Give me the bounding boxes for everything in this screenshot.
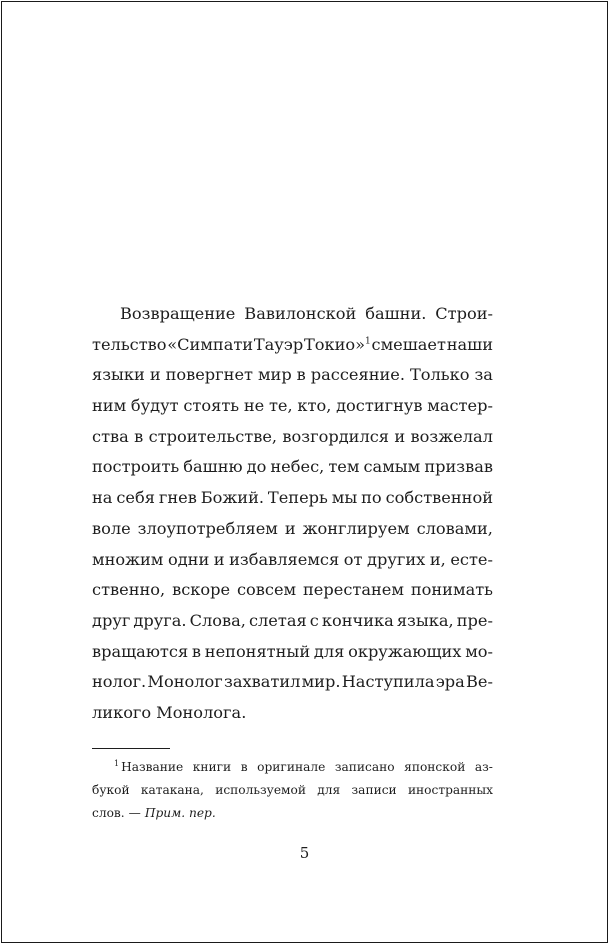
word: эра bbox=[435, 672, 465, 692]
word: Ве- bbox=[466, 672, 493, 692]
word: Только bbox=[409, 365, 470, 385]
word: по bbox=[361, 488, 382, 508]
word: перестанем bbox=[303, 580, 404, 600]
paragraph-line bbox=[92, 545, 493, 576]
word: «Симпати bbox=[167, 334, 254, 354]
paragraph-line bbox=[92, 360, 493, 391]
word: Теперь bbox=[267, 488, 328, 508]
word: мир. bbox=[301, 672, 341, 692]
word: тельство bbox=[92, 334, 167, 354]
word: ственно, bbox=[92, 580, 166, 600]
word: Токио»$^1$ bbox=[303, 334, 371, 354]
footnote-line bbox=[92, 756, 493, 779]
word: самым bbox=[363, 457, 421, 477]
paragraph-line bbox=[92, 698, 493, 729]
word: Наступила bbox=[341, 672, 435, 692]
word: в bbox=[296, 365, 306, 385]
word: не bbox=[243, 396, 265, 416]
word: рассеяние. bbox=[310, 365, 406, 385]
paragraph-line bbox=[92, 330, 493, 361]
paragraph-line bbox=[92, 299, 493, 330]
word: Монолог bbox=[147, 672, 223, 692]
word: смешает bbox=[371, 334, 446, 354]
paragraph-line bbox=[92, 452, 493, 483]
word: языка, bbox=[396, 610, 454, 630]
word: те, bbox=[268, 396, 293, 416]
word: Строи- bbox=[435, 304, 493, 323]
word: и bbox=[284, 518, 296, 538]
paragraph-line bbox=[92, 514, 493, 545]
word: в bbox=[191, 641, 202, 661]
word: злоупотребляем bbox=[137, 518, 278, 538]
word: от bbox=[343, 549, 363, 569]
footnote-word: $^1$ Название bbox=[114, 758, 184, 774]
word: мастер- bbox=[427, 396, 493, 416]
word: других bbox=[367, 549, 426, 569]
word: множим bbox=[92, 549, 164, 569]
word: кто, bbox=[297, 396, 332, 416]
footnote-word: оригинале bbox=[257, 760, 326, 774]
paragraph-line bbox=[92, 606, 493, 637]
paragraph-line bbox=[92, 422, 493, 453]
footnote-line bbox=[92, 802, 493, 825]
footnote-word: используемой bbox=[215, 783, 306, 797]
word: башню bbox=[183, 457, 243, 477]
word: одни bbox=[167, 549, 210, 569]
word: Божий. bbox=[200, 488, 265, 508]
footnote-word: в bbox=[240, 760, 248, 774]
footnote-word: книги bbox=[192, 760, 232, 774]
word: нолог. bbox=[92, 672, 147, 692]
word: вскоре bbox=[172, 580, 231, 600]
word: и bbox=[149, 365, 161, 385]
word: ства bbox=[92, 426, 129, 446]
book-page bbox=[1, 1, 608, 943]
word: пре- bbox=[456, 610, 493, 630]
word: будут bbox=[130, 396, 179, 416]
footnote-word: записи bbox=[351, 783, 397, 797]
word: строительстве, bbox=[148, 426, 278, 446]
page-number: 5 bbox=[299, 844, 310, 862]
word: друг bbox=[92, 610, 131, 630]
word: и, bbox=[429, 549, 446, 569]
word: возжелал bbox=[410, 426, 493, 446]
word: языки bbox=[92, 365, 145, 385]
word: гнев bbox=[158, 488, 197, 508]
word: непонятный bbox=[204, 641, 311, 661]
word: на bbox=[92, 488, 113, 508]
word: вращаются bbox=[92, 641, 189, 661]
footnote-reference: 1 bbox=[365, 336, 371, 347]
word: воле bbox=[92, 518, 131, 538]
word: друга. bbox=[133, 610, 187, 630]
word: мы bbox=[331, 488, 358, 508]
footnote-word: катакана, bbox=[140, 783, 204, 797]
footnote-word: японской bbox=[404, 760, 466, 774]
word: жонглируем bbox=[302, 518, 410, 538]
footnote-word: аз- bbox=[474, 760, 493, 774]
word: словами, bbox=[416, 518, 493, 538]
footnote-word: записано bbox=[334, 760, 395, 774]
word: Монолога. bbox=[156, 702, 247, 722]
footnote-word: для bbox=[317, 783, 341, 797]
word: собственной bbox=[385, 488, 493, 508]
word: небес, bbox=[270, 457, 325, 477]
word: захватил bbox=[223, 672, 301, 692]
footnote bbox=[92, 756, 493, 825]
footnote-word: — bbox=[128, 806, 141, 820]
word: окружающих bbox=[348, 641, 462, 661]
word: стоять bbox=[183, 396, 240, 416]
word: призвав bbox=[424, 457, 493, 477]
word: Слова, bbox=[189, 610, 246, 630]
word: мо- bbox=[465, 641, 493, 661]
footnote-word: иностранных bbox=[407, 783, 493, 797]
word: кончика bbox=[321, 610, 394, 630]
word: избавляемся bbox=[229, 549, 340, 569]
word: в bbox=[134, 426, 144, 446]
footnote-word: слов. bbox=[92, 806, 125, 820]
paragraph-line bbox=[92, 575, 493, 606]
footnote-number: 1 bbox=[114, 758, 120, 768]
word: достигнув bbox=[336, 396, 423, 416]
word: тем bbox=[328, 457, 360, 477]
paragraph-line bbox=[92, 637, 493, 668]
main-paragraph bbox=[92, 299, 493, 729]
word: и bbox=[394, 426, 406, 446]
word: Тауэр bbox=[253, 334, 304, 354]
word: ним bbox=[92, 396, 127, 416]
word: возгордился bbox=[282, 426, 390, 446]
word: слетая bbox=[248, 610, 307, 630]
word: башни. bbox=[365, 304, 427, 323]
word: и bbox=[213, 549, 225, 569]
footnote-line bbox=[92, 779, 493, 802]
word: Возвращение bbox=[120, 304, 236, 323]
word: Вавилонской bbox=[244, 304, 357, 323]
word: за bbox=[474, 365, 493, 385]
word: себя bbox=[116, 488, 155, 508]
footnote-divider bbox=[92, 748, 170, 749]
footnote-word: букой bbox=[92, 783, 130, 797]
word: повергнет bbox=[165, 365, 253, 385]
word: совсем bbox=[236, 580, 297, 600]
translator-note: Прим. пер. bbox=[144, 806, 216, 820]
word: с bbox=[309, 610, 319, 630]
word: для bbox=[313, 641, 345, 661]
word: построить bbox=[92, 457, 180, 477]
word: мир bbox=[257, 365, 292, 385]
word: до bbox=[246, 457, 267, 477]
paragraph-line bbox=[92, 391, 493, 422]
word: понимать bbox=[410, 580, 493, 600]
word: ликого bbox=[92, 702, 152, 722]
word: наши bbox=[446, 334, 493, 354]
paragraph-line bbox=[92, 667, 493, 698]
word: есте- bbox=[450, 549, 493, 569]
paragraph-line bbox=[92, 483, 493, 514]
